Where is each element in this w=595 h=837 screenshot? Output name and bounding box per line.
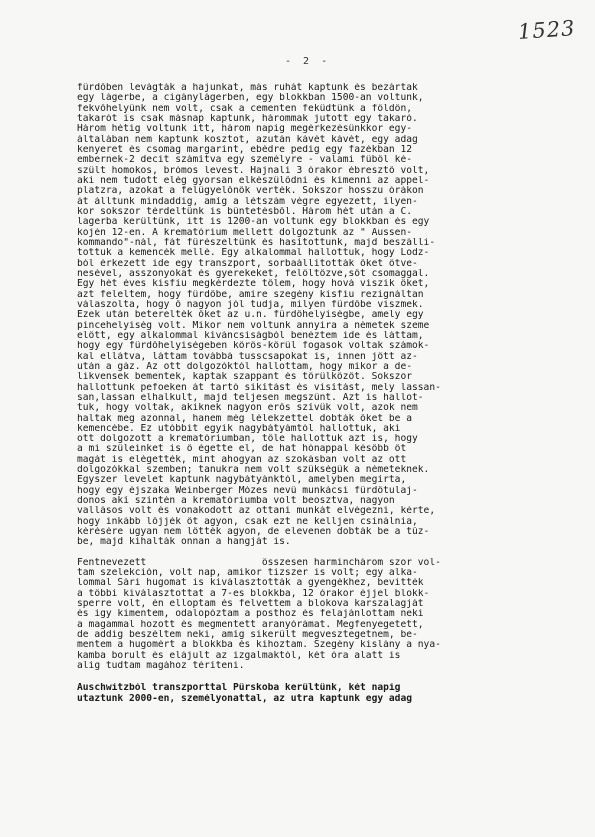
text-line: lagerba kerültünk, itt is 1200-an voltunk egy blokkban és egy [77,217,430,228]
text-line: kamba borult és elájult az izgalmaktól, két óra alatt is [77,650,401,661]
text-line: dolgozókkal szemben; tanukra nem volt szükségük a németeknek. [77,465,430,476]
paragraph-1 [77,83,555,548]
text-line: kenyeret és csomag margarint, ebédre pedig egy fazékban 12 [77,144,413,155]
text-line: hogy egy éjszaka Weinberger Mózes nevű munkácsi fürdőtulaj- [77,485,418,496]
paragraph-2 [77,558,555,672]
text-line: hallottunk pefoeken át tartó sikítást és visítást, mely lassan- [77,382,441,393]
text-line: Egy hét éves kisfiu megkérdezte tőlem, hogy hová viszik őket, [77,279,430,290]
text-line: kor sokszor térdeltünk is büntetésből. Három hét után a C. [77,206,413,217]
text-line: donos akí szintén a krematóriumba volt beosztva, nagyon [77,496,395,507]
text-line: általában nem kaptunk kosztot, azután kávét kávét, egy adag [77,134,418,145]
text-line: Ezek után beterelték őket az u.n. fürdőhelyiségbe, amely egy [77,310,424,321]
text-line: Fentnevezett összesen harminchárom szor vol- [77,557,441,568]
text-line: előtt, egy alkalommal kíváncsiságból benéztem ide és láttam, [77,330,424,341]
text-line: magát is elégették, mint ahogyan az szokásban volt az ott [77,454,407,465]
text-line: a mi szüleinket is ő égette el, de hat hónappal később őt [77,444,407,455]
text-line: át álltunk mindaddig, amíg a létszám végre egyezett, ilyen- [77,196,418,207]
text-line: hogy inkább lőjjék őt agyon, csak ezt ne kelljen csinálnia, [77,516,418,527]
text-line: szült homokos, brómos levest. Hajnali 3 órakor ébresztő volt, [77,165,430,176]
text-line: aki nem tudott elég gyorsan elkészülődni és kimenni az appel- [77,175,430,186]
text-line: után a gáz. Az ott dolgozóktól hallottam, hogy mikor a de- [77,361,413,372]
text-line: utaztunk 2000-en, személyonattal, az utra kaptunk egy adag [77,693,413,704]
text-line: sperre volt, én elloptam és felvettem a blokova karszalagját [77,599,424,610]
text-line: be, majd kihalták onnan a hangját is. [77,537,291,548]
text-line: azt feleltem, hogy fürdőbe, amire szegény kisfiu rezignáltan [77,289,424,300]
handwritten-number: 1523 [517,16,577,44]
text-line: a magammal hozott és megmentett aranyórámat. Megfenyegetett, [77,619,424,630]
text-line: nesével, asszonyokat és gyerekeket, felöltözve,sőt csomaggal. [77,268,430,279]
text-line: likvensek bementek, kaptak szappant és törülközőt. Sokszor [77,372,413,383]
text-line: egy lágerbe, a cigánylágerben, egy blokkban 1500-an voltunk, [77,93,424,104]
text-line: ból érkezett ide egy transzport, sorbaállították őket ötve- [77,258,418,269]
text-line: kojén 12-en. A krematórium mellett dolgoztunk az " Aussen- [77,227,413,238]
text-line: de addig beszéltem neki, amíg sikerült megvesztegetnem, be- [77,630,418,641]
text-line: válaszolta, hogy ő nagyon jól tudja, milyen fürdőbe viszmek. [77,299,424,310]
text-line: pincehelyiség volt. Mikor nem voltunk annyira a németek szeme [77,320,430,331]
text-line: vallásos volt és vonakodott az ottani munkát elvégezni, kérte, [77,506,436,517]
text-line: fekvőhelyünk nem volt, csak a cementen feküdtünk a földön, [77,103,413,114]
text-line: haltak meg azonnal, hanem még lélekzettel dobták őket be a [77,413,413,424]
text-line: platzra, azokat a felügyelőnők verték. Sokszor hosszu órákon [77,186,424,197]
text-line: és igy kimentem, odalopóztam a posthoz és felajánlottam neki [77,609,424,620]
text-line: kommando"-nál, fát fűrészeltünk és hasítottunk, majd beszálli- [77,237,436,248]
text-line: ott dolgozott a krematóriumban, tőle hallottuk azt is, hogy [77,434,418,445]
text-line: Egyszer levelet kaptunk nagybátyánktól, amelyben megírta, [77,475,407,486]
text-line: embernek-2 decit számítva egy személyre - valami füből ké- [77,155,413,166]
text-line: hogy egy fürdőhelyiségeben körös-körül fogasok voltak számok- [77,341,430,352]
text-line: lommal Sári hugomat is kiválasztották a gyengékhez, bevitték [77,578,424,589]
text-line: mentem a hugomért a blokkba és kihoztam. Szegény kislány a nya- [77,640,441,651]
text-line: kemencébe. Ez utóbbit egyik nagybátyámtól hallottuk, aki [77,423,401,434]
text-line: tottuk a kemencék mellé. Egy alkalommal hallottuk, hogy Lodz- [77,248,430,259]
text-line: kérésére ugyan nem lőtték agyon, de elevenen dobták be a tűz- [77,527,430,538]
text-line: tuk, hogy voltak, akiknek nagyon erős szívük volt, azok nem [77,403,418,414]
text-line: kal ellátva, láttam továbbá tusscsapokat is, innen jött az- [77,351,418,362]
text-line: tam szelekción, volt nap, amikor tizszer is volt; egy alka- [77,568,418,579]
text-line: Auschwitzból transzporttal Pürskoba kerültünk, két napig [77,683,401,694]
text-line: takarót is csak másnap kaptunk, hárommak jutott egy takaró. [77,113,418,124]
text-line: fürdőben levágták a hajunkat, más ruhát kaptunk és bezártak [77,83,418,93]
text-line: alig tudtam magához téríteni. [77,661,245,672]
document-body [77,83,555,704]
text-line: a többi kiválasztottat a 7-es blokkba, 12 órakor éjjel blokk- [77,588,430,599]
page-number: - 2 - [285,56,331,67]
text-line: Három hétig voltunk itt, három napig megérkezésünkkor egy- [77,124,413,135]
text-line: san,lassan elhalkult, majd teljesen megszünt. Azt is hallot- [77,392,424,403]
paragraph-3 [77,683,555,704]
